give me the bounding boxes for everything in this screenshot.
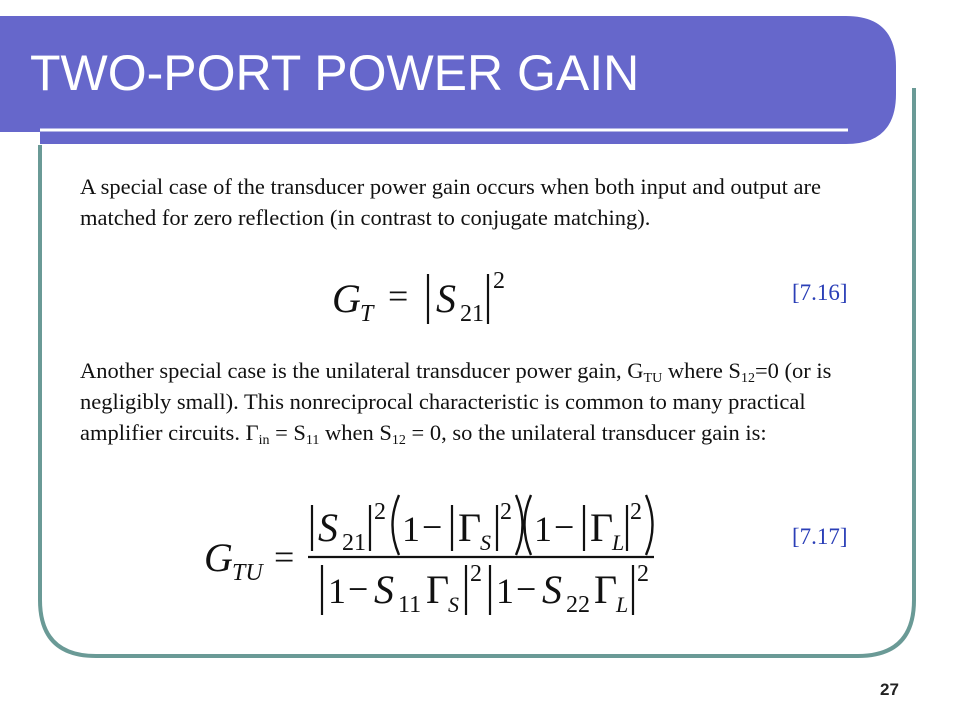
paragraph-unilateral-text-3: =0 (or is negligibly small). This nonreciprocal characteristic is common to many practical amplifier circuits. Γ <box>80 358 832 445</box>
den-abs-2-square: 2 <box>637 561 649 587</box>
num-s21-symbol: S <box>318 505 338 550</box>
paragraph-unilateral-text-6: = 0, so the unilateral transducer gain is: <box>405 420 767 445</box>
num-gamma-l: Γ <box>590 505 614 550</box>
den-minus-2: − <box>516 569 537 609</box>
equation-number-7-16: [7.16] <box>792 280 848 305</box>
num-paren-1-open <box>393 495 400 555</box>
den-abs-1-square: 2 <box>470 561 482 587</box>
formula-gtu-subscript: TU <box>232 560 263 586</box>
formula-equals: = <box>388 276 409 316</box>
den-gamma-l: Γ <box>594 567 618 612</box>
subscript-tu: TU <box>643 371 663 386</box>
den-s22-symbol: S <box>542 567 562 612</box>
formula-gt <box>330 268 510 330</box>
slide-title: TWO-PORT POWER GAIN <box>30 45 640 101</box>
formula-exponent: 2 <box>493 268 505 294</box>
num-one-2: 1 <box>534 509 552 549</box>
num-minus-2: − <box>554 507 575 547</box>
formula-gtu <box>200 483 680 623</box>
den-minus-1: − <box>348 569 369 609</box>
paragraph-unilateral-text-5: when S <box>319 420 392 445</box>
paragraph-intro: A special case of the transducer power gain occurs when both input and output are matched for zero reflection (in contrast to conjugate matching). <box>80 174 822 230</box>
formula-gt-subscript: T <box>360 301 374 327</box>
num-one-1: 1 <box>402 509 420 549</box>
num-s21-subscript: 21 <box>342 530 366 556</box>
num-gamma-s: Γ <box>458 505 482 550</box>
den-gamma-s: Γ <box>426 567 450 612</box>
num-minus-1: − <box>422 507 443 547</box>
equation-number-7-17: [7.17] <box>792 524 848 549</box>
num-paren-2-open <box>525 495 532 555</box>
den-s11-symbol: S <box>374 567 394 612</box>
paragraph-unilateral-text-2: where S <box>662 358 741 383</box>
num-s21-square: 2 <box>374 499 386 525</box>
den-gamma-l-subscript: L <box>616 592 629 617</box>
den-one-2: 1 <box>496 571 514 611</box>
den-gamma-s-subscript: S <box>448 592 459 617</box>
formula-gtu-equals: = <box>274 537 295 577</box>
num-gamma-s-subscript: S <box>480 530 491 555</box>
num-paren-2-close <box>646 495 653 555</box>
subscript-11: 11 <box>305 433 320 448</box>
den-s22-subscript: 22 <box>566 592 590 618</box>
subscript-in: in <box>258 433 270 448</box>
den-one-1: 1 <box>328 571 346 611</box>
subscript-12-b: 12 <box>391 433 406 448</box>
slide-number: 27 <box>880 680 899 699</box>
formula-gt-symbol: G <box>332 276 361 321</box>
paragraph-unilateral-text-4: = S <box>269 420 306 445</box>
paragraph-unilateral <box>80 355 880 448</box>
num-paren-1-close <box>516 495 523 555</box>
num-gl-square: 2 <box>630 499 642 525</box>
formula-gtu-symbol: G <box>204 535 233 580</box>
formula-s21-subscript: 21 <box>460 301 484 327</box>
num-gamma-l-subscript: L <box>612 530 625 555</box>
den-s11-subscript: 11 <box>398 592 422 618</box>
subscript-12: 12 <box>740 371 755 386</box>
num-gs-square: 2 <box>500 499 512 525</box>
formula-s21-symbol: S <box>436 276 456 321</box>
paragraph-unilateral-text-1: Another special case is the unilateral transducer power gain, G <box>80 358 644 383</box>
